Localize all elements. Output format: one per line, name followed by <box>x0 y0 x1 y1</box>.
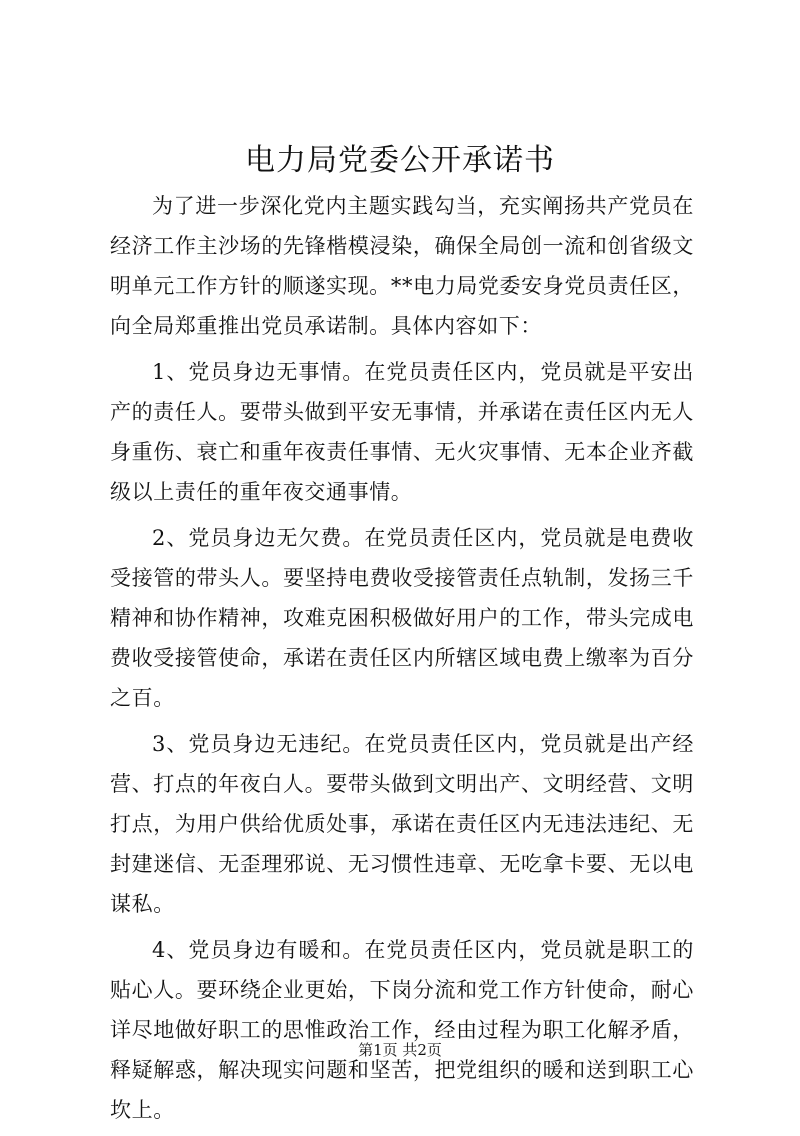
page-number-footer: 第1页 共2页 <box>358 1041 442 1059</box>
commitment-paragraph-4: 4、党员身边有暖和。在党员责任区内，党员就是职工的贴心人。要环绕企业更始，下岗分流和党工作方针使命，耐心详尽地做好职工的思惟政治工作，经由过程为职工化解矛盾，释疑解惑，解决现实问题和坚苦，把党组织的暖和送到职工心坎上。 <box>110 938 694 1122</box>
commitment-paragraph-3: 3、党员身边无违纪。在党员责任区内，党员就是出产经营、打点的年夜白人。要带头做到文明出产、文明经营、文明打点，为用户供给优质处事，承诺在责任区内无违法违纪、无封建迷信、无歪理邪说、无习惯性违章、无吃拿卡要、无以电谋私。 <box>110 732 694 916</box>
document-title: 电力局党委公开承诺书 <box>245 143 555 178</box>
intro-paragraph: 为了进一步深化党内主题实践勾当，充实阐扬共产党员在经济工作主沙场的先锋楷模浸染，确保全局创一流和创省级文明单元工作方针的顺遂实现。**电力局党委安身党员责任区，向全局郑重推出党员承诺制。具体内容如下： <box>110 194 694 338</box>
commitment-paragraph-2: 2、党员身边无欠费。在党员责任区内，党员就是电费收受接管的带头人。要坚持电费收受接管责任点轨制，发扬三千精神和协作精神，攻难克困积极做好用户的工作，带头完成电费收受接管使命，承诺在责任区内所辖区域电费上缴率为百分之百。 <box>110 526 694 710</box>
document-body <box>110 186 694 1136</box>
commitment-paragraph-1: 1、党员身边无事情。在党员责任区内，党员就是平安出产的责任人。要带头做到平安无事情，并承诺在责任区内无人身重伤、衰亡和重年夜责任事情、无火灾事情、无本企业齐截级以上责任的重年夜交通事情。 <box>110 360 694 504</box>
